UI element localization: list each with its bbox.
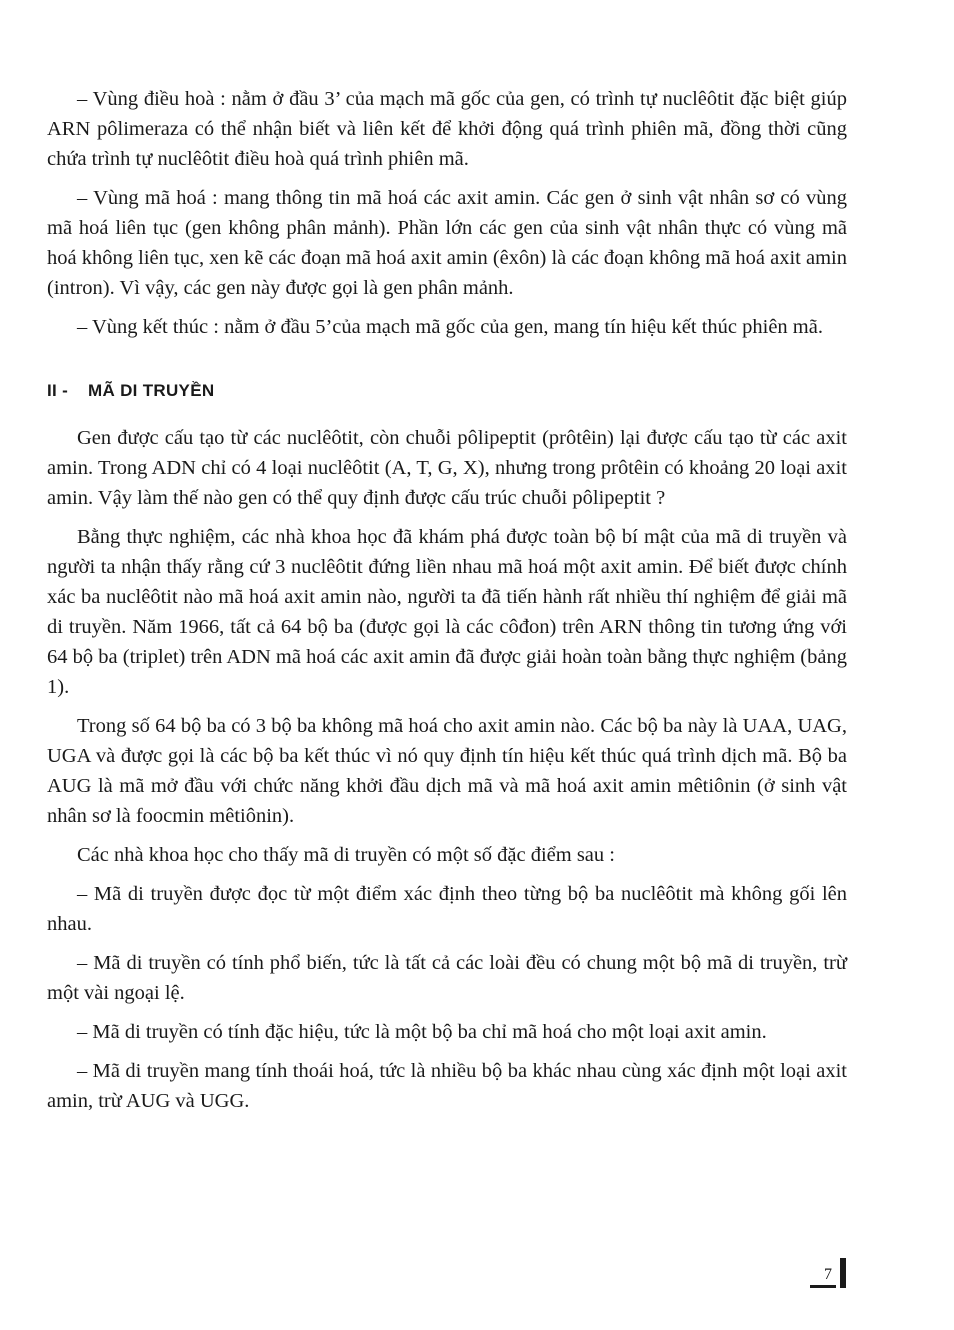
page-content xyxy=(47,84,847,1125)
page-number-text: 7 xyxy=(810,1267,836,1288)
paragraph-intro-question: Gen được cấu tạo từ các nuclêôtit, còn chuỗi pôlipeptit (prôtêin) lại được cấu tạo từ các axit amin. Trong ADN chỉ có 4 loại nuclêôtit (A, T, G, X), nhưng trong prôtêin có khoảng 20 loại axit amin. Vậy làm thế nào gen có thể quy định được cấu trúc chuỗi pôlipeptit ? xyxy=(47,427,847,509)
paragraph-coding-region: – Vùng mã hoá : mang thông tin mã hoá các axit amin. Các gen ở sinh vật nhân sơ có vùng mã hoá liên tục (gen không phân mảnh). Phần lớn các gen của sinh vật nhân thực có vùng mã hoá không liên tục, xen kẽ các đoạn mã hoá axit amin (êxôn) là các đoạn không mã hoá axit amin (intron). Vì vậy, các gen này được gọi là gen phân mảnh. xyxy=(47,187,847,299)
paragraph-characteristic-degenerate: – Mã di truyền mang tính thoái hoá, tức là nhiều bộ ba khác nhau cùng xác định một loại axit amin, trừ AUG và UGG. xyxy=(47,1060,847,1112)
section-number: II - xyxy=(47,381,69,400)
section-heading xyxy=(47,381,847,401)
paragraph-characteristics-intro: Các nhà khoa học cho thấy mã di truyền có một số đặc điểm sau : xyxy=(77,844,615,866)
page-number xyxy=(810,1258,846,1288)
paragraph-stop-codons: Trong số 64 bộ ba có 3 bộ ba không mã hoá cho axit amin nào. Các bộ ba này là UAA, UAG, UGA và được gọi là các bộ ba kết thúc vì nó quy định tín hiệu kết thúc quá trình dịch mã. Bộ ba AUG là mã mở đầu với chức năng khởi đầu dịch mã và mã hoá axit amin mêtiônin (ở sinh vật nhân sơ là foocmin mêtiônin). xyxy=(47,715,847,827)
paragraph-characteristic-specific: – Mã di truyền có tính đặc hiệu, tức là một bộ ba chỉ mã hoá cho một loại axit amin. xyxy=(77,1021,767,1043)
paragraph-regulatory-region: – Vùng điều hoà : nằm ở đầu 3’ của mạch mã gốc của gen, có trình tự nuclêôtit đặc biệt giúp ARN pôlimeraza có thể nhận biết và liên kết để khởi động quá trình phiên mã, đồng thời cũng chứa trình tự nuclêôtit điều hoà quá trình phiên mã. xyxy=(47,88,847,170)
paragraph-characteristic-reading: – Mã di truyền được đọc từ một điểm xác định theo từng bộ ba nuclêôtit mà không gối lên nhau. xyxy=(47,883,847,935)
paragraph-experiment: Bằng thực nghiệm, các nhà khoa học đã khám phá được toàn bộ bí mật của mã di truyền và người ta nhận thấy rằng cứ 3 nuclêôtit đứng liền nhau mã hoá một axit amin. Để biết được chính xác ba nuclêôtit nào mã hoá axit amin nào, người ta đã tiến hành rất nhiều thí nghiệm để giải mã di truyền. Năm 1966, tất cả 64 bộ ba (được gọi là các côđon) trên ARN thông tin tương ứng với 64 bộ ba (triplet) trên ADN mã hoá các axit amin đã được giải hoàn toàn bằng thực nghiệm (bảng 1). xyxy=(47,526,847,698)
page-number-bar xyxy=(840,1258,846,1288)
paragraph-characteristic-universal: – Mã di truyền có tính phổ biến, tức là tất cả các loài đều có chung một bộ mã di truyền, trừ một vài ngoại lệ. xyxy=(47,952,847,1004)
paragraph-termination-region: – Vùng kết thúc : nằm ở đầu 5’của mạch mã gốc của gen, mang tín hiệu kết thúc phiên mã. xyxy=(77,316,823,338)
section-title: MÃ DI TRUYỀN xyxy=(88,381,215,400)
